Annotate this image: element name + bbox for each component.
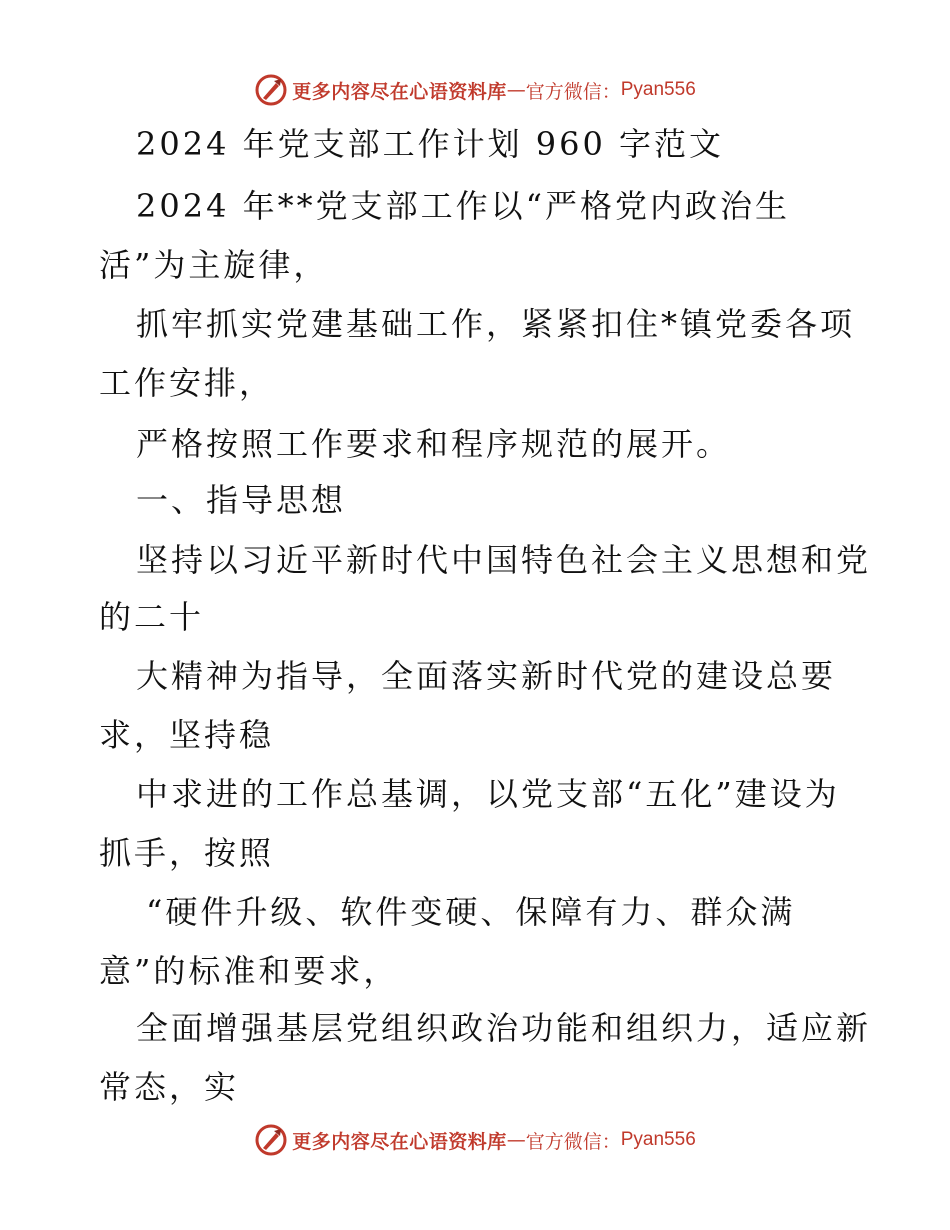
footer-banner bbox=[0, 1120, 950, 1160]
paragraph-line: 大精神为指导，全面落实新时代党的建设总要 bbox=[136, 657, 837, 695]
paragraph-line: 2024 年**党支部工作以“严格党内政治生 bbox=[136, 187, 790, 225]
paragraph-line: 活”为主旋律， bbox=[99, 246, 329, 284]
paragraph-line: 的二十 bbox=[99, 598, 205, 636]
banner-wechat-id: Pyan556 bbox=[620, 79, 696, 100]
banner-separator: — bbox=[506, 79, 526, 101]
document-title: 2024 年党支部工作计划 960 字范文 bbox=[136, 125, 725, 163]
quill-logo-icon bbox=[254, 1123, 288, 1157]
paragraph-line: 求，坚持稳 bbox=[99, 716, 275, 754]
banner-separator: — bbox=[506, 1129, 526, 1151]
paragraph-line: 抓手，按照 bbox=[99, 834, 275, 872]
paragraph-line: 严格按照工作要求和程序规范的展开。 bbox=[136, 425, 732, 463]
paragraph-line: 全面增强基层党组织政治功能和组织力，适应新 bbox=[136, 1009, 872, 1047]
banner-wechat-label: 官方微信： bbox=[525, 80, 621, 103]
banner-wechat-id: Pyan556 bbox=[620, 1129, 696, 1150]
section-heading: 一、指导思想 bbox=[136, 481, 347, 519]
paragraph-line: “硬件升级、软件变硬、保障有力、群众满 bbox=[146, 893, 796, 931]
paragraph-line: 抓牢抓实党建基础工作，紧紧扣住*镇党委各项 bbox=[136, 305, 856, 343]
paragraph-line: 工作安排， bbox=[99, 364, 275, 402]
header-banner bbox=[0, 70, 950, 110]
banner-wechat-label: 官方微信： bbox=[525, 1130, 621, 1153]
quill-logo-icon bbox=[254, 73, 288, 107]
banner-title: 更多内容尽在心语资料库 bbox=[292, 1130, 507, 1153]
paragraph-line: 常态，实 bbox=[99, 1068, 240, 1106]
paragraph-line: 中求进的工作总基调，以党支部“五化”建设为 bbox=[136, 775, 840, 813]
banner-title: 更多内容尽在心语资料库 bbox=[292, 80, 507, 103]
paragraph-line: 意”的标准和要求， bbox=[99, 952, 399, 990]
paragraph-line: 坚持以习近平新时代中国特色社会主义思想和党 bbox=[136, 541, 872, 579]
